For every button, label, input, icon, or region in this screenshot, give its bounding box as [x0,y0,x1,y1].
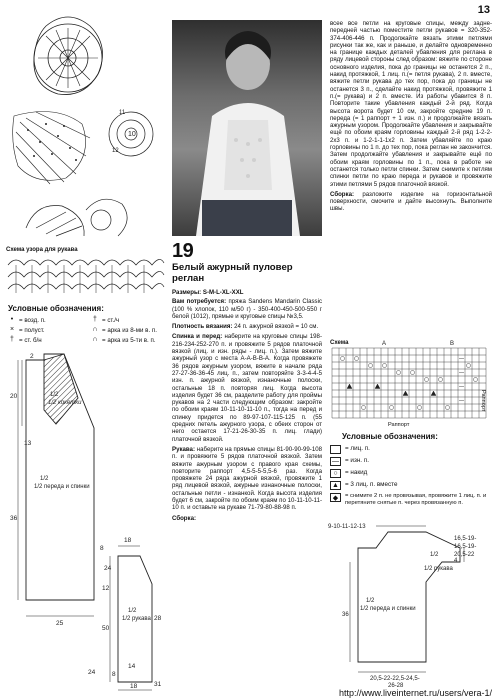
legend-item: ○ = накид [330,469,492,478]
svg-text:1/2: 1/2 [40,476,49,482]
svg-text:24: 24 [88,669,96,676]
chart-label: Схема [330,340,349,346]
sizes-label: Размеры: [172,289,202,296]
svg-text:16,5-19-: 16,5-19- [454,544,477,550]
svg-text:1/2: 1/2 [128,608,137,614]
left-legend-title: Условные обозначения: [8,304,104,313]
svg-text:B: B [450,341,455,347]
right-schematic [330,522,494,688]
chart-symbol [397,371,401,375]
svg-text:1/2: 1/2 [430,552,439,558]
crochet-scheme-label: Схема узора для рукава [6,247,78,253]
crochet-motifs-diagram [6,6,166,238]
arch-5-icon: ∩ [92,336,98,343]
svg-text:1/2 рукава: 1/2 рукава [122,616,151,622]
svg-text:25: 25 [56,620,64,627]
chain-icon: • [10,316,14,323]
svg-text:20,5-22-22,5-24,5-: 20,5-22-22,5-24,5- [370,676,420,682]
svg-text:9-10-11-12-13: 9-10-11-12-13 [328,524,366,530]
chart-symbol [411,371,415,375]
right-legend [330,432,492,510]
svg-text:26-28: 26-28 [388,683,404,689]
page-number: 13 [477,4,490,16]
sleeves-text: наберите на прямые спицы 81-90-90-99-108 п. и провяжите 5 рядов платочной вязкой. Затем вяжите ажурным узором с правого края схемы, повторите раппорт 4,5-5-5-5,5-6 раз. Когда провяжете 24 ряда ажурной вязкой, провяжите 1 ряд лицевой вязкой, ажурные изнаночные полоски, остальные петли - изнанкой. Когда высота изделия будет 6 см, закройте по обоим краям по 10-11-10-11-10 п. и оставьте на рукаве 71-79-80-88-98 п. [172,445,322,512]
legend-item: ∩ = арка из 8-ми в. п. [92,326,157,334]
svg-text:14: 14 [128,663,136,670]
left-schematic [4,350,170,695]
svg-text:1/2 переда и спинки: 1/2 переда и спинки [360,606,416,612]
svg-text:31: 31 [154,681,162,688]
k3tog-icon: ▲ [330,481,341,490]
instructions-right [330,20,492,213]
pattern-number: 19 [172,240,194,262]
legend-item: — = изн. п. [332,457,369,465]
pattern-title: Белый ажурный пуловер реглан [172,262,293,284]
svg-text:1/2 кокетки: 1/2 кокетки [48,400,82,406]
chart-symbol [383,364,387,368]
sc-icon: † [10,336,14,343]
svg-text:8: 8 [112,671,116,678]
svg-text:36: 36 [10,515,18,522]
yoke-text: всее все петли на круговые спицы, между задне-передней частью поместите петли рукавов = 320-352-374-406-446 п. Продолжайте вязать этими петлями рисунки так же, как и раньше, и делайте одновременно на границе каждых деталей убавления для реглана в ряду лицевой стороны след образом: вяжите по стороне основного изделия, пока до границы не останется 2 п., накид протяжкой, 1 лиц. п.(= петля рукава), 2 п. вместе, вяжите петли рукава до тех пор, пока до границы не останется 3 п., сделайте накид протяжкой, провяжите 1 п.(= рукава) и 2 п. вместе. Из работы убавится 8 п. Повторите такие убавления каждый 2-й ряд. Когда высота ворота будет 10 см, закройте средние 19 п. переда (= 1 раппорт + 1 изн. п.) и продолжайте вязать ажурным узором. Продолжайте убавления и закрывайте ещё по обоим краям горловины каждый 2-й ряд 1-2-2-2х3 п. и 1-2-1-1-1х2 п. Затем убавляйте по краю горловины по 1 п. до тех пор, пока реглан не закончится. Затем продолжайте убавления и закрывайте ещё по обоим краям горловины по 1 п., пока в работе не останется только петли спинки. Затем снимите к петлям спинки петли по краю переда и рукавов и провяжите этими петлями 5 рядов платочной вязкой. [330,20,492,188]
svg-text:28: 28 [154,615,162,622]
svg-text:1/2: 1/2 [366,598,375,604]
chart-symbol [347,384,352,389]
sizes-value: S-M-L-XL-XXL [202,289,244,296]
chart-symbol [390,406,394,410]
legend-item: • = возд. п. [8,316,85,324]
legend-item: ∩ = арка из 5-ти в. п. [92,336,156,344]
knit-stitch-icon [330,445,341,454]
svg-text:1/2: 1/2 [50,392,59,398]
chart-symbol [431,391,436,396]
svg-text:12: 12 [102,585,110,592]
chart-symbol [446,406,450,410]
source-url: http://www.liveinternet.ru/users/vera-1/ [338,688,492,698]
yoke-label: Сборка: [172,514,196,522]
left-legend [8,304,168,344]
chart-repeat-label: Раппорт [388,422,410,428]
legend-item: × = полуст. [9,326,45,334]
gauge-text: 24 п. ажурной вязкой = 10 см. [234,323,319,331]
crochet-scheme-strip [6,255,166,297]
svg-text:16,5-19-: 16,5-19- [454,536,477,542]
svg-text:1/2 рукава: 1/2 рукава [424,566,453,572]
dc-icon: † [93,316,97,323]
right-legend-title: Условные обозначения: [342,432,438,441]
chart-symbol [362,406,366,410]
svg-text:50: 50 [102,625,110,632]
model-photo [172,20,322,236]
svg-text:2: 2 [30,353,34,360]
legend-item: = лиц. п. [330,445,492,454]
assembly-label: Сборка: [330,190,354,198]
svg-text:18: 18 [130,683,138,690]
chart-symbol [355,357,359,361]
svg-text:1/2 переда и спинки: 1/2 переда и спинки [34,484,90,490]
chart-symbol [425,378,429,382]
yarn-over-icon: ○ [330,469,341,478]
svg-text:20: 20 [10,393,18,400]
assembly-text: разложите изделие на горизонтальной поверхности, смочите и дайте высохнуть. Выполните швы. [330,190,492,213]
svg-text:10: 10 [128,131,136,138]
chart-symbol [474,378,478,382]
legend-item: ▲ = 3 лиц. п. вместе [330,481,492,490]
chart-symbol [375,384,380,389]
gauge-label: Плотность вязания: [172,323,233,331]
back-front-text: наберите на круговые спицы 198-216-234-252-270 п. и провяжите 5 рядов платочной вязкой (лиц. и изн. ряды - лиц. п.). Затем вяжите ажурный узор с места A-A-B-B-A. Когда провяжете 36 рядов ажурным узором, вяжите в начале ряда 27-27-36-36-45 лиц. п., затем повторяйте 3-3-4-4-5 изн. п. ажурной вязкой, изнаночные полоски, остальные 18 п. повторяя лиц. Когда высота изделия будет 36 см, разделите работу для проймы рукавов на 2 части следующим образом: закройте по обоим краям 10-11-10-11-10 п., тогда на перед и спинку придется по 89-97-107-115-125 п. (55 средних петель ажурного узора, с обеих сторон от него остается 17-21-26-30-35 п. лиц. глади) платочной вязкой. [172,333,322,443]
arch-8-icon: ∩ [92,326,98,333]
sleeves-label: Рукава: [172,445,195,453]
materials-label: Вам потребуется: [172,298,227,306]
svg-text:13: 13 [24,440,32,447]
chart-rows-label: Раппорт [480,390,486,412]
chart-symbol [439,378,443,382]
instructions-middle [172,289,322,522]
slip-stitch-icon: × [9,326,15,333]
legend-item: † = ст./ч [91,316,168,324]
svg-text:36: 36 [342,612,349,618]
chart-symbol [418,406,422,410]
back-front-label: Спинка и перед: [172,333,223,341]
chart-symbol [369,364,373,368]
skpo-icon: ◆ [330,493,341,502]
svg-text:24: 24 [104,565,112,572]
svg-text:8: 8 [100,545,104,552]
chart-symbol [403,391,408,396]
svg-text:11: 11 [119,110,126,116]
svg-text:4: 4 [454,558,458,564]
svg-text:12: 12 [112,148,119,154]
chart-symbol [467,364,471,368]
svg-text:A: A [382,341,387,347]
chart-symbol [341,357,345,361]
legend-item: ◆ = снимите 2 п. не провязывая, провяжите 1 лиц. п. и перетяните снятые п. через провязанную п. [330,493,492,507]
svg-text:18: 18 [124,537,132,544]
legend-item: † = ст. б/н [8,336,85,344]
materials-text: пряжа Sandens Mandarin Classic (100 % хлопок, 110 м/50 г) - 350-400-450-500-550 г белой (1012), прямые и круговые спицы №3,5. [172,298,322,320]
svg-text:20,5-22: 20,5-22 [454,552,475,558]
purl-stitch-icon: — [332,458,339,465]
